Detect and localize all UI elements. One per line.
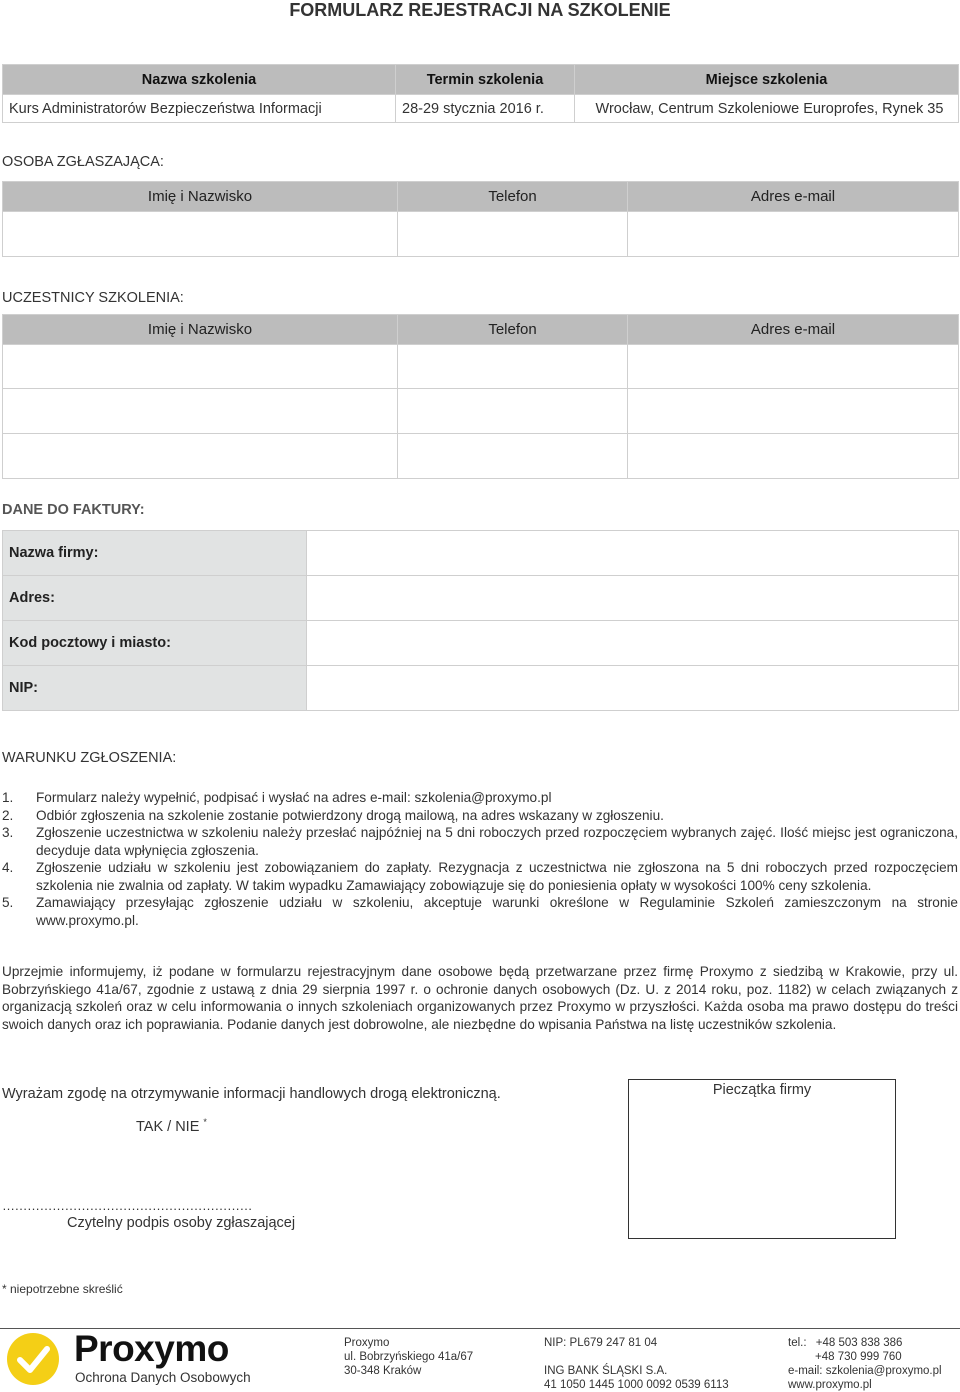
participants-section-label: UCZESTNICY SZKOLENIA: xyxy=(2,290,184,306)
participant-email-field[interactable] xyxy=(628,434,959,479)
participant-phone-field[interactable] xyxy=(398,389,628,434)
footer-web[interactable]: www.proxymo.pl xyxy=(788,1379,872,1391)
participant-row xyxy=(3,345,959,389)
applicant-email-header: Adres e-mail xyxy=(628,182,959,212)
footer-phone: +48 730 999 760 xyxy=(815,1351,902,1363)
signature-label: Czytelny podpis osoby zgłaszającej xyxy=(67,1215,296,1231)
footnote: * niepotrzebne skreślić xyxy=(2,1282,123,1296)
participant-name-field[interactable] xyxy=(3,434,398,479)
condition-item xyxy=(2,824,958,859)
participant-phone-field[interactable] xyxy=(398,434,628,479)
footer-address-line: ul. Bobrzyńskiego 41a/67 xyxy=(344,1351,474,1363)
footer-phone-label: tel.: xyxy=(788,1337,807,1349)
footer-email[interactable]: e-mail: szkolenia@proxymo.pl xyxy=(788,1365,942,1377)
training-name: Kurs Administratorów Bezpieczeństwa Informacji xyxy=(3,95,396,123)
participants-email-header: Adres e-mail xyxy=(628,315,959,345)
invoice-address-label: Adres: xyxy=(3,576,307,621)
invoice-postal-field[interactable] xyxy=(307,621,959,666)
invoice-nip-field[interactable] xyxy=(307,666,959,711)
participant-row xyxy=(3,389,959,434)
invoice-section-label: DANE DO FAKTURY: xyxy=(2,502,145,518)
footer-address-line: 30-348 Kraków xyxy=(344,1365,422,1377)
conditions-list xyxy=(2,789,958,929)
signature-line: …………………………………………………… xyxy=(2,1198,252,1213)
gdpr-info: Uprzejmie informujemy, iż podane w formularzu rejestracyjnym dane osobowe będą przetwarzane przez firmę Proxymo z siedzibą w Krakowie, przy ul. Bobrzyńskiego 41a/67, zgodnie z ustawą z dnia 29 sierpnia 1997 r. o ochronie danych osobowych (Dz. U. z 2014 roku, poz. 1182) w celach związanych z organizacją szkoleń oraz w celu informowania o innych szkoleniach organizowanych przez Proxymo w przyszłości. Każda osoba ma prawo dostępu do treści swoich danych oraz ich poprawiania. Podanie danych jest dobrowolne, ale niezbędne do wpisania Państwa na listę uczestników szkolenia. xyxy=(2,964,958,1032)
training-date-header: Termin szkolenia xyxy=(396,65,575,95)
participants-name-header: Imię i Nazwisko xyxy=(3,315,398,345)
consent-choice[interactable] xyxy=(136,1117,207,1135)
footer-company-info xyxy=(544,1336,729,1392)
invoice-company-field[interactable] xyxy=(307,531,959,576)
invoice-nip-label: NIP: xyxy=(3,666,307,711)
training-date: 28-29 stycznia 2016 r. xyxy=(396,95,575,123)
condition-number: 1. xyxy=(2,790,14,805)
participant-name-field[interactable] xyxy=(3,345,398,389)
applicant-name-header: Imię i Nazwisko xyxy=(3,182,398,212)
condition-number: 5. xyxy=(2,895,14,910)
applicant-email-field[interactable] xyxy=(628,212,959,257)
footer-brand: Proxymo xyxy=(74,1328,229,1369)
invoice-postal-label: Kod pocztowy i miasto: xyxy=(3,621,307,666)
training-place: Wrocław, Centrum Szkoleniowe Europrofes, Rynek 35 xyxy=(575,95,959,123)
participant-email-field[interactable] xyxy=(628,345,959,389)
condition-item xyxy=(2,894,958,929)
condition-number: 3. xyxy=(2,825,14,840)
consent-asterisk: * xyxy=(203,1117,207,1127)
logo-check-icon xyxy=(7,1333,59,1385)
conditions-section-label: WARUNKU ZGŁOSZENIA: xyxy=(2,750,177,766)
applicant-table xyxy=(2,181,959,257)
stamp-label: Pieczątka firmy xyxy=(712,1082,812,1098)
participants-table xyxy=(2,314,959,479)
stamp-box xyxy=(628,1079,896,1239)
footer-contact xyxy=(788,1336,942,1392)
footer-nip: NIP: PL679 247 81 04 xyxy=(544,1337,658,1349)
footer-tagline: Ochrona Danych Osobowych xyxy=(75,1370,251,1385)
condition-number: 2. xyxy=(2,807,14,823)
invoice-table xyxy=(2,530,959,711)
condition-text: Odbiór zgłoszenia na szkolenie zostanie potwierdzony drogą mailową, na adres wskazany w zgłoszeniu. xyxy=(36,807,664,823)
consent-text: Wyrażam zgodę na otrzymywanie informacji handlowych drogą elektroniczną. xyxy=(2,1086,501,1102)
applicant-phone-field[interactable] xyxy=(398,212,628,257)
applicant-name-field[interactable] xyxy=(3,212,398,257)
condition-item xyxy=(2,807,958,825)
footer-bank-name: ING BANK ŚLĄSKI S.A. xyxy=(544,1365,668,1377)
participant-email-field[interactable] xyxy=(628,389,959,434)
footer-address-line: Proxymo xyxy=(344,1337,390,1349)
participant-name-field[interactable] xyxy=(3,389,398,434)
training-table xyxy=(2,64,959,123)
footer-bank-account: 41 1050 1445 1000 0092 0539 6113 xyxy=(544,1379,729,1391)
condition-text: Formularz należy wypełnić, podpisać i wysłać na adres e-mail: szkolenia@proxymo.pl xyxy=(36,790,552,805)
participant-row xyxy=(3,434,959,479)
participants-phone-header: Telefon xyxy=(398,315,628,345)
condition-item xyxy=(2,859,958,894)
applicant-phone-header: Telefon xyxy=(398,182,628,212)
footer-phone: +48 503 838 386 xyxy=(815,1337,903,1349)
training-place-header: Miejsce szkolenia xyxy=(575,65,959,95)
condition-text: Zgłoszenie uczestnictwa w szkoleniu należy przesłać najpóźniej na 5 dni roboczych przed rozpoczęciem wybranych zajęć. Ilość miejsc jest ograniczona, decyduje data wpłynięcia zgłoszenia. xyxy=(36,825,958,858)
footer-address xyxy=(344,1336,473,1378)
condition-number: 4. xyxy=(2,860,14,875)
condition-text: Zamawiający przesyłając zgłoszenie udziału w szkoleniu, akceptuje warunki określone w Regulaminie Szkoleń zamieszczonym na stronie www.proxymo.pl. xyxy=(36,895,958,928)
condition-item xyxy=(2,789,958,807)
page-title: FORMULARZ REJESTRACJI NA SZKOLENIE xyxy=(289,0,671,20)
condition-text: Zgłoszenie udziału w szkoleniu jest zobowiązaniem do zapłaty. Rezygnacja z uczestnictwa nie zgłoszona na 5 dni roboczych przed rozpoczęciem szkolenia nie zwalnia od zapłaty. W takim wypadku Zamawiający zobowiązuje się do poniesienia opłaty w wysokości 100% ceny szkolenia. xyxy=(36,860,958,893)
invoice-address-field[interactable] xyxy=(307,576,959,621)
training-name-header: Nazwa szkolenia xyxy=(3,65,396,95)
participant-phone-field[interactable] xyxy=(398,345,628,389)
applicant-section-label: OSOBA ZGŁASZAJĄCA: xyxy=(2,154,164,170)
invoice-company-label: Nazwa firmy: xyxy=(3,531,307,576)
consent-choice-label: TAK / NIE xyxy=(136,1118,200,1135)
